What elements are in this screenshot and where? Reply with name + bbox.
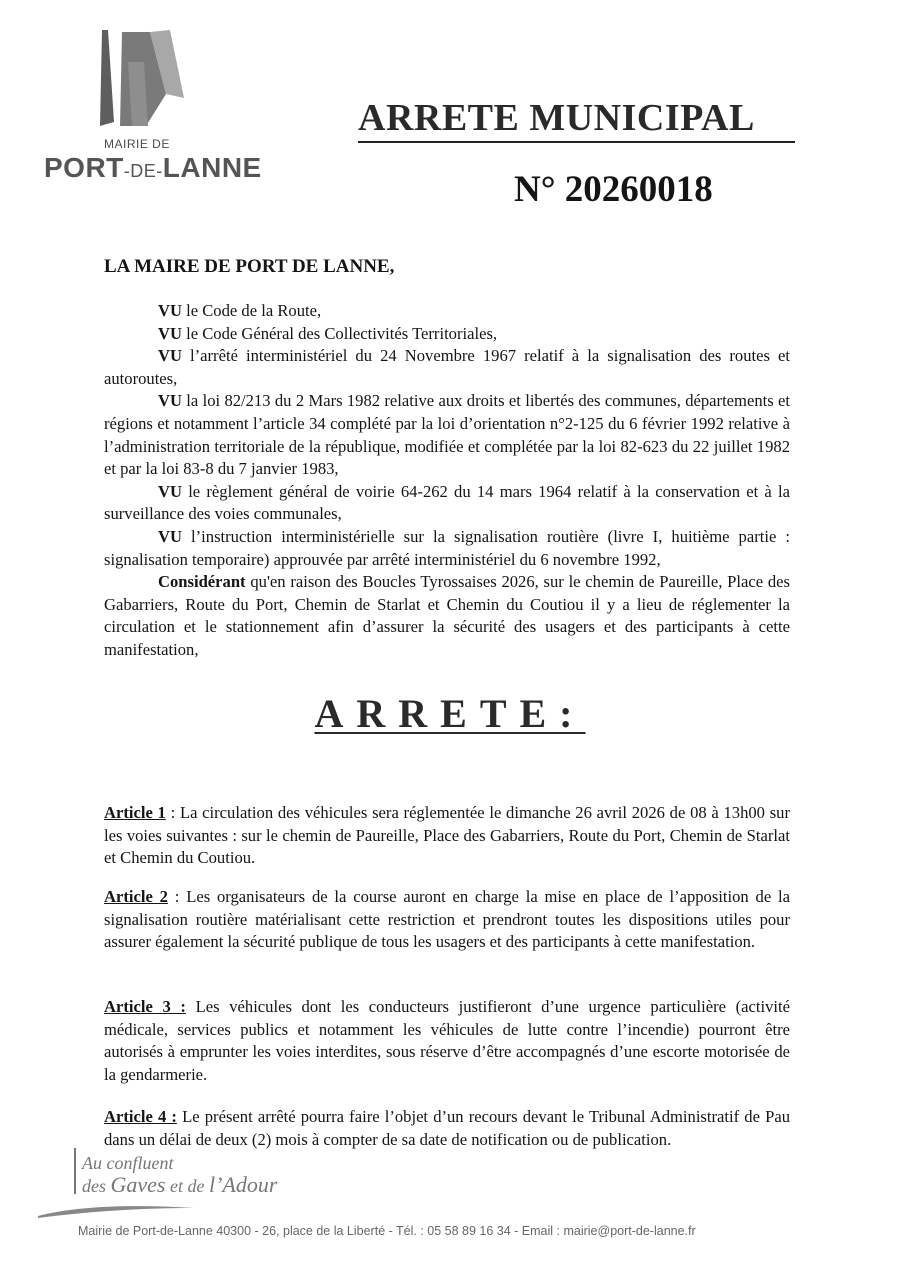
footer-address: Mairie de Port-de-Lanne 40300 - 26, place de la Liberté - Tél. : 05 58 89 16 34 - Email : mairie@port-de-lanne.fr bbox=[78, 1224, 696, 1238]
logo-town-name: PORT-DE-LANNE bbox=[44, 152, 262, 183]
mayor-heading: LA MAIRE DE PORT DE LANNE, bbox=[104, 256, 395, 277]
logo-mark-icon bbox=[88, 22, 198, 132]
swoosh-icon bbox=[36, 1198, 196, 1222]
consideration-item: VU la loi 82/213 du 2 Mars 1982 relative aux droits et libertés des communes, départements et régions et notamment l’article 34 complété par la loi d’orientation n°2-125 du 6 février 1992 relative à l’administration territoriale de la république, modifiée et complétée par la loi 82-623 du 22 juillet 1982 et par la loi 83-8 du 7 janvier 1983, bbox=[104, 391, 790, 479]
footer-motto: Au confluent des Gaves et de l’Adour bbox=[82, 1153, 278, 1197]
logo-mairie-label: MAIRIE DE bbox=[104, 137, 170, 151]
consideration-item: VU l’arrêté interministériel du 24 Novembre 1967 relatif à la signalisation des routes et autoroutes, bbox=[104, 346, 790, 388]
article-1: Article 1 : La circulation des véhicules sera réglementée le dimanche 26 avril 2026 de 08 à 13h00 sur les voies suivantes : sur le chemin de Paureille, Place des Gabarriers, Route du Port, Chemin de Starlat et Chemin du Coutiou. bbox=[104, 803, 790, 868]
article-3: Article 3 : Les véhicules dont les conducteurs justifieront d’une urgence particulière (activité médicale, services publics et notamment les véhicules de lutte contre l’incendie) pourront être autorisés à emprunter les voies interdites, sous réserve d’être accompagnés d’une escorte motorisée de la gendarmerie. bbox=[104, 997, 790, 1084]
considerations-block bbox=[104, 300, 790, 662]
consideration-item: VU le Code Général des Collectivités Territoriales, bbox=[158, 323, 498, 343]
consideration-item: Considérant qu'en raison des Boucles Tyrossaises 2026, sur le chemin de Paureille, Place des Gabarriers, Route du Port, Chemin de Starlat et Chemin du Coutiou il y a lieu de réglementer la circulation et le stationnement afin d’assurer la sécurité des usagers et des participants à cette manifestation, bbox=[104, 572, 790, 659]
consideration-item: VU le Code de la Route, bbox=[158, 301, 322, 320]
motto-divider bbox=[74, 1148, 76, 1194]
article-2: Article 2 : Les organisateurs de la course auront en charge la mise en place de l’apposition de la signalisation routière matérialisant cette restriction et prendront toutes les dispositions utiles pour assurer également la sécurité publique de tous les usagers et des participants à cette manifestation. bbox=[104, 887, 790, 952]
consideration-item: VU l’instruction interministérielle sur la signalisation routière (livre I, huitième partie : signalisation temporaire) approuvée par arrêté interministériel du 6 novembre 1992, bbox=[104, 526, 790, 569]
article-4: Article 4 : Le présent arrêté pourra faire l’objet d’un recours devant le Tribunal Administratif de Pau dans un délai de deux (2) mois à compter de sa date de notification ou de publication. bbox=[104, 1107, 790, 1149]
title-underline bbox=[358, 141, 795, 143]
document-title: ARRETE MUNICIPAL bbox=[358, 97, 755, 139]
decree-heading: ARRETE: bbox=[314, 691, 586, 736]
consideration-item: VU le règlement général de voirie 64-262 du 14 mars 1964 relatif à la conservation et à la surveillance des voies communales, bbox=[104, 481, 790, 524]
document-number: N° 20260018 bbox=[514, 169, 713, 210]
